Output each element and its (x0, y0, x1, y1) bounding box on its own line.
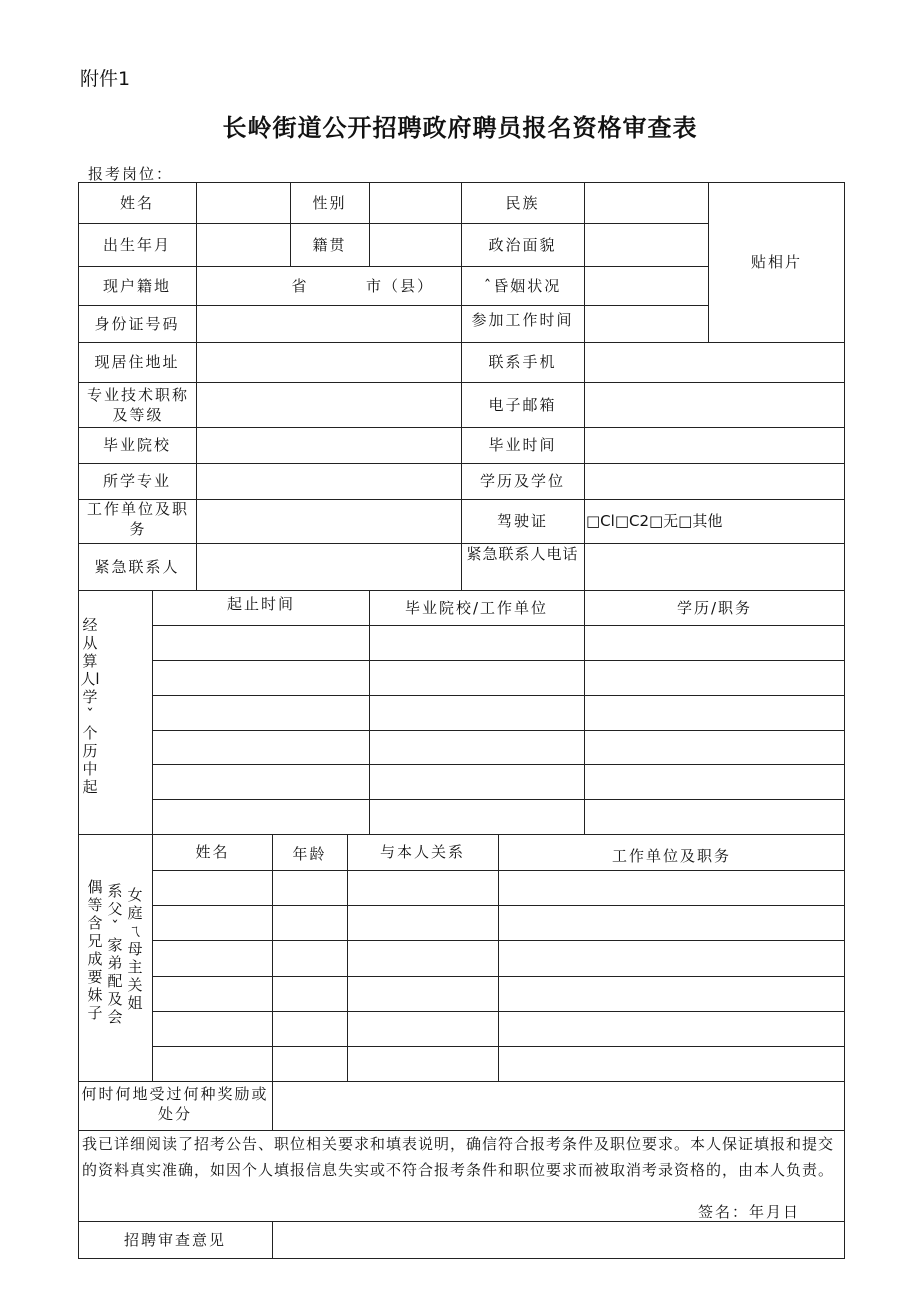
family-header-relation: 与本人关系 (379, 843, 465, 861)
label-emergency-phone: 紧急联系人电话 (466, 545, 579, 563)
label-license: 驾驶证 (496, 512, 548, 530)
label-birth: 出生年月 (102, 235, 171, 254)
label-mobile: 联系手机 (488, 353, 557, 371)
label-grad-time: 毕业时间 (488, 436, 557, 454)
label-address: 现居住地址 (94, 353, 180, 371)
family-header-employer: 工作单位及职务 (611, 847, 731, 865)
resume-header-degree: 学历/职务 (676, 598, 753, 617)
family-side-label: 偶等含兄成要妹子 系父ˇ家弟配及会 女庭ㄟ母主关姐 (87, 878, 143, 1026)
signature-line: 签名：年月日 (698, 1203, 801, 1221)
label-review: 招聘审查意见 (123, 1231, 226, 1249)
label-marital-status: ˆ昏姻状况 (483, 276, 562, 295)
resume-header-school: 毕业院校/工作单位 (404, 598, 549, 617)
label-id-number: 身份证号码 (94, 314, 180, 333)
label-gender: 性别 (312, 193, 347, 212)
form-title: 长岭街道公开招聘政府聘员报名资格审查表 (222, 114, 698, 142)
resume-side-label: 经从算人l学ˇ个历中起 (80, 616, 100, 796)
label-work-start: 参加工作时间 (471, 311, 574, 329)
label-title-level: 专业技术职称及等级 (86, 385, 189, 424)
attachment-label: 附件1 (80, 68, 131, 90)
label-major: 所学专业 (102, 472, 171, 490)
label-employer: 工作单位及职务 (86, 500, 189, 538)
family-header-age: 年龄 (292, 845, 327, 863)
label-school: 毕业院校 (102, 436, 171, 454)
post-label: 报考岗位： (88, 165, 174, 183)
label-ethnicity: 民族 (505, 193, 540, 212)
label-degree: 学历及学位 (479, 472, 565, 490)
label-rewards: 何时何地受过何种奖励或处分 (81, 1084, 269, 1123)
label-political-status: 政治面貌 (488, 235, 557, 254)
label-city-county: 市（县） (365, 276, 434, 295)
label-emergency-contact: 紧急联系人 (94, 557, 180, 576)
label-residence: 现户籍地 (102, 276, 171, 295)
label-email: 电子邮箱 (488, 395, 557, 414)
family-header-name: 姓名 (195, 843, 230, 861)
label-province: 省 (291, 276, 309, 295)
label-name: 姓名 (119, 193, 154, 212)
license-options[interactable]: □Cl□C2□无□其他 (586, 512, 723, 530)
label-native-place: 籍贯 (312, 235, 347, 254)
declaration-text: 我已详细阅读了招考公告、职位相关要求和填表说明，确信符合报考条件及职位要求。本人保证填报和提交的资料真实准确，如因个人填报信息失实或不符合报考条件和职位要求而被取消考录资格的，由本人负责。 (82, 1135, 835, 1179)
photo-box: 贴相片 (750, 253, 802, 271)
resume-header-period: 起止时间 (226, 595, 295, 613)
